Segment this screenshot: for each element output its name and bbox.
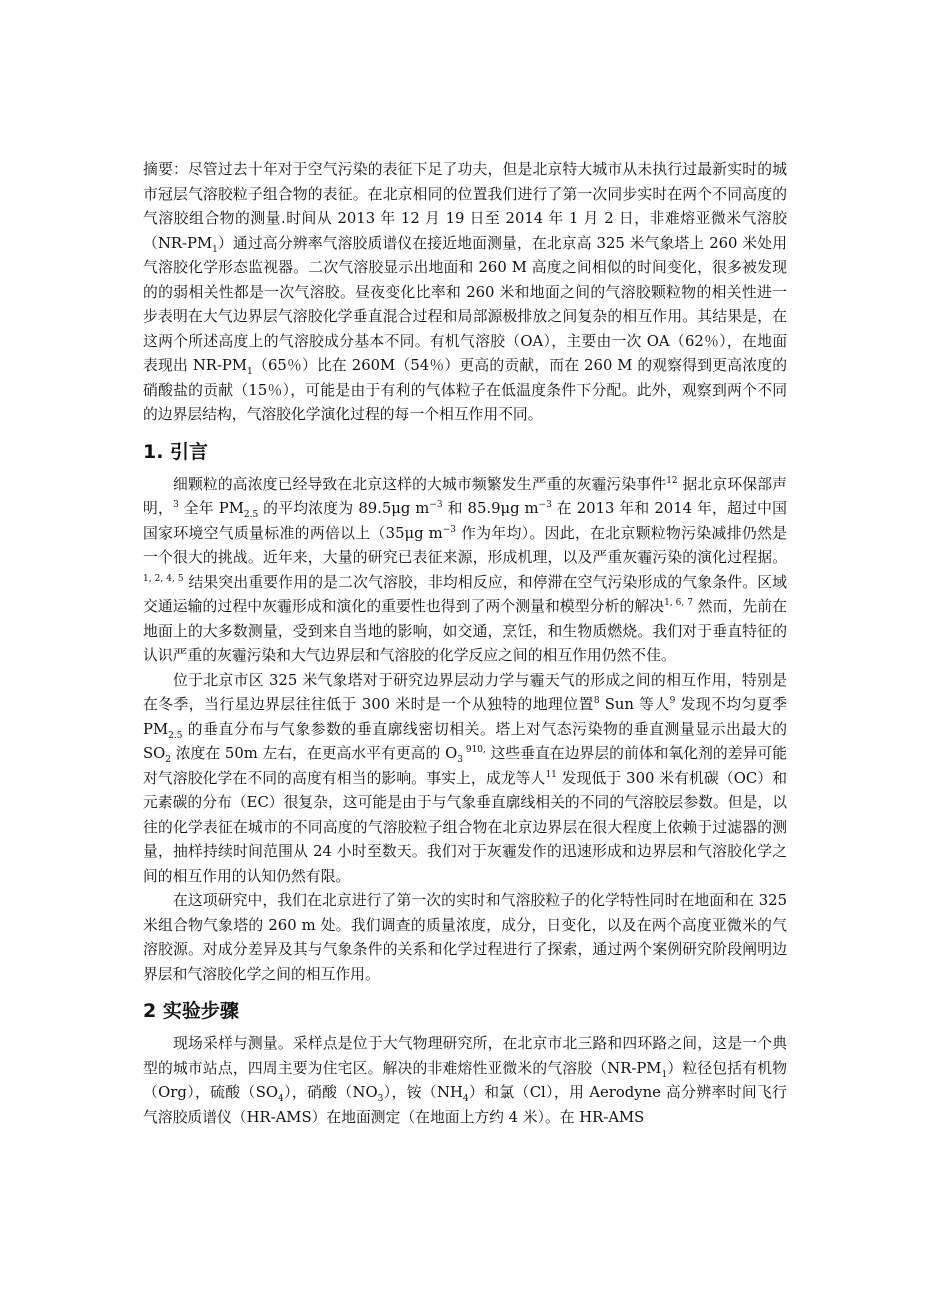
section-heading-introduction: 1. 引言 bbox=[143, 440, 209, 463]
paper-body bbox=[143, 158, 787, 1130]
intro-paragraph-3: 在这项研究中，我们在北京进行了第一次的实时和气溶胶粒子的化学特性同时在地面和在 325 米组合物气象塔的 260 m 处。我们调查的质量浓度，成分，日变化，以及在两个高度亚微米的气溶胶源。对成分差异及其与气象条件的关系和化学过程进行了探索，通过两个案例研究阶段阐明边界层和气溶胶化学之间的相互作用。 bbox=[143, 892, 787, 983]
section-heading-experimental: 2 实验步骤 bbox=[143, 1000, 239, 1022]
experimental-paragraph-1: 现场采样与测量。采样点是位于大气物理研究所，在北京市北三路和四环路之间，这是一个典型的城市站点，四周主要为住宅区。解决的非难熔性亚微米的气溶胶$(NR-PM_1)$粒径包括有机物（Org），硫酸$(SO_4)$，硝酸$(NO_3)$，铵$(NH_4)$和氯（Cl），用 Aerodyne 高分辨率时间飞行气溶胶质谱仪（HR-AMS）在地面测定（在地面上方约 4 米）。在 HR-AMS bbox=[143, 1035, 787, 1126]
intro-paragraph-2: 位于北京市区 325 米气象塔对于研究边界层动力学与霾天气的形成之间的相互作用，特别是在冬季，当行星边界层往往低于 300 米时是一个从独特的地理位置$^8$ Sun 等人$^9$ 发现不均匀夏季 $PM_{2.5}$ 的垂直分布与气象参数的垂直廓线密切相关。塔上对气态污染物的垂直测量显示出最大的 $SO_2$ 浓度在 50m 左右，在更高水平有更高的 $O_3$ $^{910,}$ 这些垂直在边界层的前体和氧化剂的差异可能对气溶胶化学在不同的高度有相当的影响。事实上，成龙等人$^{11}$ 发现低于 300 米有机碳（OC）和元素碳的分布（EC）很复杂，这可能是由于与气象垂直廓线相关的不同的气溶胶层参数。但是，以往的化学表征在城市的不同高度的气溶胶粒子组合物在北京边界层在很大程度上依赖于过滤器的测量，抽样持续时间范围从 24 小时至数天。我们对于灰霾发作的迅速形成和边界层和气溶胶化学之间的相互作用的认知仍然有限。 bbox=[143, 671, 787, 885]
intro-paragraph-1: 细颗粒的高浓度已经导致在北京这样的大城市频繁发生严重的灰霾污染事件$^{12}$ 据北京环保部声明，$^3$ 全年 $PM_{2.5}$ 的平均浓度为 89.5μg $m^{-3}$ 和 85.9μg $m^{-3}$ 在 2013 年和 2014 年，超过中国国家环境空气质量标准的两倍以上（35μg $m^{-3}$ 作为年均）。因此，在北京颗粒物污染减排仍然是一个很大的挑战。近年来，大量的研究已表征来源，形成机理，以及严重灰霾污染的演化过程据。$^{1, 2, 4, 5}$ 结果突出重要作用的是二次气溶胶，非均相反应，和停滞在空气污染形成的气象条件。区域交通运输的过程中灰霾形成和演化的重要性也得到了两个测量和模型分析的解决$^{1, 6, 7}$ 然而，先前在地面上的大多数测量，受到来自当地的影响，如交通，烹饪，和生物质燃烧。我们对于垂直特征的认识严重的灰霾污染和大气边界层和气溶胶的化学反应之间的相互作用仍然不佳。 bbox=[143, 475, 787, 664]
abstract-paragraph: 摘要：尽管过去十年对于空气污染的表征下足了功夫，但是北京特大城市从未执行过最新实时的城市冠层气溶胶粒子组合物的表征。在北京相同的位置我们进行了第一次同步实时在两个不同高度的气溶胶组合物的测量.时间从 2013 年 12 月 19 日至 2014 年 1 月 2 日，非难熔亚微米气溶胶$(NR-PM_1)$通过高分辨率气溶胶质谱仪在接近地面测量，在北京高 325 米气象塔上 260 米处用气溶胶化学形态监视器。二次气溶胶显示出地面和 260 M 高度之间相似的时间变化，很多被发现的的弱相关性都是一次气溶胶。昼夜变化比率和 260 米和地面之间的气溶胶颗粒物的相关性进一步表明在大气边界层气溶胶化学垂直混合过程和局部源极排放之间复杂的相互作用。其结果是，在这两个所述高度上的气溶胶成分基本不同。有机气溶胶（OA），主要由一次 OA（62％），在地面表现出 $NR-PM_1(65$％）比在 260M（54％）更高的贡献，而在 260 M 的观察得到更高浓度的硝酸盐的贡献（15％），可能是由于有利的气体粒子在低温度条件下分配。此外，观察到两个不同的边界层结构，气溶胶化学演化过程的每一个相互作用不同。 bbox=[143, 161, 787, 423]
